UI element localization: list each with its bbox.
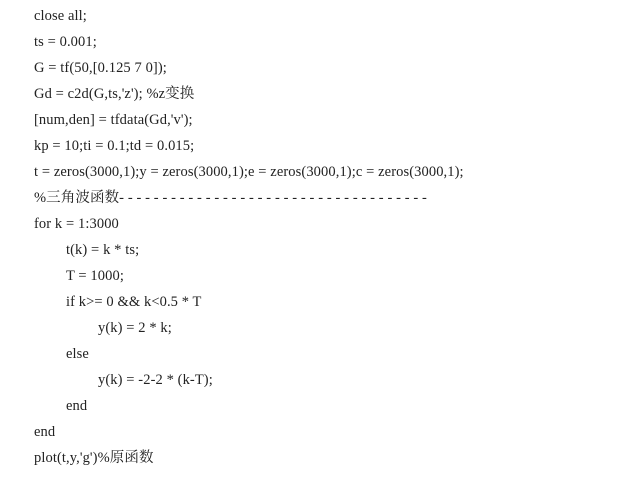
code-line-11: T = 1000; (66, 268, 124, 284)
code-line-9: for k = 1:3000 (34, 216, 119, 232)
code-line-14: else (66, 346, 89, 362)
code-line-17: end (34, 424, 56, 440)
code-line-5: [num,den] = tfdata(Gd,'v'); (34, 112, 193, 128)
code-line-4: Gd = c2d(G,ts,'z'); %z变换 (34, 86, 195, 102)
code-line-8: %三角波函数- - - - - - - - - - - - - - - - - - - - - - - - - - - - - - - - - - - - (34, 190, 427, 206)
code-line-2: ts = 0.001; (34, 34, 97, 50)
code-line-3: G = tf(50,[0.125 7 0]); (34, 60, 167, 76)
code-line-6: kp = 10;ti = 0.1;td = 0.015; (34, 138, 195, 154)
code-line-12: if k>= 0 && k<0.5 * T (66, 294, 202, 310)
code-line-10: t(k) = k * ts; (66, 242, 140, 258)
code-line-13: y(k) = 2 * k; (98, 320, 172, 336)
code-line-16: end (66, 398, 88, 414)
code-line-18: plot(t,y,'g')%原函数 (34, 450, 154, 466)
code-line-7: t = zeros(3000,1);y = zeros(3000,1);e = zeros(3000,1);c = zeros(3000,1); (34, 164, 464, 180)
code-line-15: y(k) = -2-2 * (k-T); (98, 372, 213, 388)
code-line-1: close all; (34, 8, 87, 24)
